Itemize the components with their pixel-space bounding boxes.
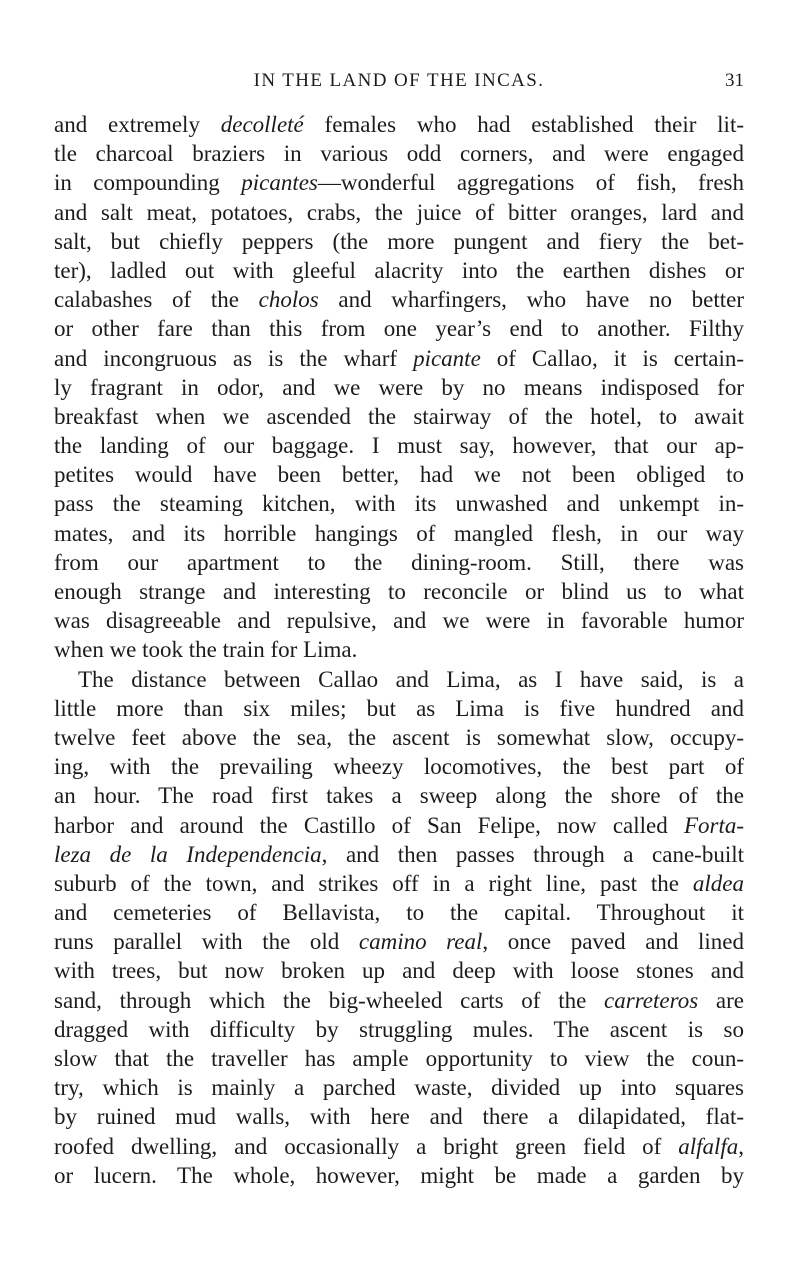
text-line — [54, 402, 744, 431]
text-fragment: an hour. The road first takes a sweep along the shore of the — [54, 783, 744, 809]
text-fragment: petites would have been better, had we not been obliged to — [54, 462, 744, 488]
text-line — [54, 665, 744, 694]
text-line — [54, 139, 744, 168]
text-fragment: twelve feet above the sea, the ascent is somewhat slow, occupy- — [54, 724, 744, 750]
text-fragment: ing, with the prevailing wheezy locomotives, the best part of — [54, 754, 744, 780]
text-line — [54, 285, 744, 314]
text-line — [54, 723, 744, 752]
text-fragment: of Callao, it is certain- — [480, 345, 745, 371]
text-line — [54, 577, 744, 606]
italic-text: carreteros — [604, 987, 699, 1013]
text-fragment: dragged with difficulty by struggling mules. The ascent is so — [54, 1016, 744, 1042]
italic-text: Forta- — [683, 812, 744, 838]
text-line — [54, 606, 744, 635]
italic-text: leza de la Independencia — [54, 841, 322, 867]
text-fragment: suburb of the town, and strikes off in a right line, past the — [54, 870, 693, 896]
text-fragment: sand, through which the big-wheeled carts of the — [54, 987, 605, 1013]
text-fragment: runs parallel with the old — [54, 929, 359, 955]
text-fragment: slow that the traveller has ample opportunity to view the coun- — [54, 1046, 744, 1071]
text-line — [54, 811, 744, 840]
text-fragment: or lucern. The whole, however, might be made a garden by — [54, 1162, 744, 1188]
text-line — [54, 986, 744, 1015]
text-fragment: the landing of our baggage. I must say, however, that our ap- — [54, 433, 744, 459]
body-text — [54, 110, 744, 1190]
text-fragment: , once paved and lined — [482, 929, 744, 955]
text-fragment: when we took the train for Lima. — [54, 637, 358, 663]
text-line — [54, 431, 744, 460]
text-fragment: and cemeteries of Bellavista, to the capital. Throughout it — [54, 900, 744, 926]
text-line — [54, 460, 744, 489]
text-line — [54, 548, 744, 577]
text-fragment: and wharfingers, who have no better — [318, 287, 745, 313]
text-fragment: was disagreeable and repulsive, and we were in favorable humor — [54, 608, 744, 634]
text-fragment: little more than six miles; but as Lima is five hundred and — [54, 695, 744, 721]
text-line — [54, 1102, 744, 1131]
text-line — [54, 489, 744, 518]
italic-text: decolleté — [220, 112, 304, 137]
text-line — [54, 956, 744, 985]
text-fragment: , — [738, 1133, 744, 1159]
text-fragment: breakfast when we ascended the stairway of the hotel, to await — [54, 403, 744, 429]
text-fragment: roofed dwelling, and occasionally a bright green field of — [54, 1133, 679, 1159]
text-fragment: The distance between Callao and Lima, as I have said, is a — [78, 666, 744, 692]
text-line — [54, 1073, 744, 1102]
text-line — [54, 781, 744, 810]
text-fragment: are — [698, 987, 744, 1013]
italic-text: picante — [413, 345, 481, 371]
text-line — [54, 635, 744, 664]
text-fragment: ly fragrant in odor, and we were by no means indisposed for — [54, 374, 744, 400]
text-fragment: and salt meat, potatoes, crabs, the juice of bitter oranges, lard and — [54, 199, 744, 225]
text-line — [54, 519, 744, 548]
text-fragment: in compounding — [54, 170, 242, 196]
text-fragment: mates, and its horrible hangings of mangled flesh, in our way — [54, 520, 744, 546]
text-line — [54, 256, 744, 285]
text-line — [54, 110, 744, 139]
text-line — [54, 1044, 744, 1073]
text-fragment: ter), ladled out with gleeful alacrity into the earthen dishes or — [54, 257, 744, 283]
italic-text: aldea — [692, 870, 744, 896]
text-fragment: with trees, but now broken up and deep with loose stones and — [54, 958, 744, 984]
italic-text: cholos — [258, 287, 319, 313]
text-fragment: harbor and around the Castillo of San Felipe, now called — [54, 812, 684, 838]
text-fragment: salt, but chiefly peppers (the more pungent and fiery the bet- — [54, 228, 744, 254]
text-fragment: and incongruous as is the wharf — [54, 345, 414, 371]
text-line — [54, 694, 744, 723]
text-fragment: by ruined mud walls, with here and there a dilapidated, flat- — [54, 1104, 744, 1130]
italic-text: camino real — [358, 929, 483, 955]
text-line — [54, 898, 744, 927]
text-line — [54, 227, 744, 256]
running-title: IN THE LAND OF THE INCAS. — [253, 70, 545, 91]
text-line — [54, 927, 744, 956]
text-line — [54, 168, 744, 197]
text-line — [54, 314, 744, 343]
page-number: 31 — [725, 70, 744, 91]
text-fragment: calabashes of the — [54, 287, 259, 313]
text-line — [54, 1161, 744, 1190]
text-line — [54, 1132, 744, 1161]
italic-text: picantes — [241, 170, 318, 196]
text-fragment: from our apartment to the dining-room. Still, there was — [54, 549, 744, 575]
text-line — [54, 840, 744, 869]
text-line — [54, 198, 744, 227]
text-fragment: females who had established their lit- — [303, 112, 744, 137]
text-fragment: or other fare than this from one year’s end to another. Filthy — [54, 316, 744, 342]
text-fragment: and extremely — [54, 112, 221, 137]
text-fragment: , and then passes through a cane-built — [321, 841, 744, 867]
text-line — [54, 1015, 744, 1044]
text-line — [54, 373, 744, 402]
text-fragment: —wonderful aggregations of fish, fresh — [317, 170, 744, 196]
text-line — [54, 869, 744, 898]
text-line — [54, 752, 744, 781]
text-fragment: try, which is mainly a parched waste, divided up into squares — [54, 1075, 744, 1101]
text-fragment: tle charcoal braziers in various odd corners, and were engaged — [54, 141, 744, 167]
text-line — [54, 344, 744, 373]
text-fragment: pass the steaming kitchen, with its unwashed and unkempt in- — [54, 491, 744, 517]
text-fragment: enough strange and interesting to reconcile or blind us to what — [54, 579, 744, 604]
italic-text: alfalfa — [678, 1133, 739, 1159]
running-head — [54, 70, 744, 98]
